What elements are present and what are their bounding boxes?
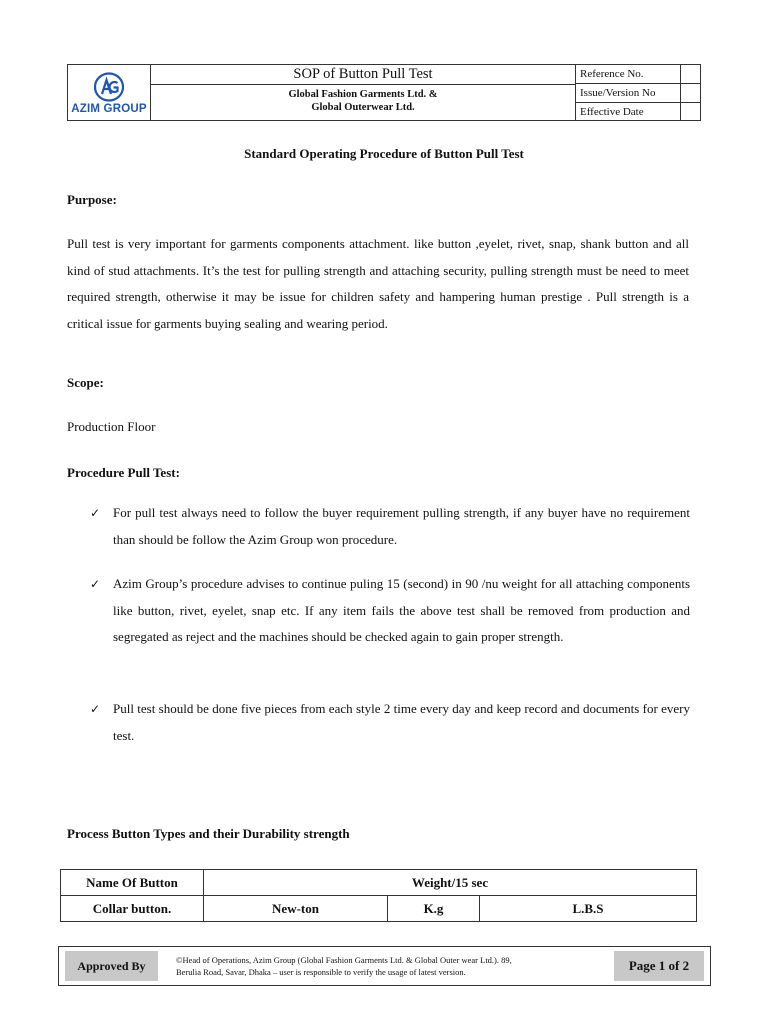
version-value — [681, 84, 700, 102]
company-logo — [68, 65, 151, 120]
table-row — [61, 896, 697, 922]
table-header-cell: Name Of Button — [61, 870, 204, 896]
document-title: Standard Operating Procedure of Button Pull Test — [244, 146, 524, 161]
version-label: Issue/Version No — [576, 84, 681, 102]
approved-by-label: Approved By — [65, 951, 158, 981]
procedure-item — [90, 500, 690, 553]
checkmark-icon: ✓ — [90, 577, 101, 591]
document-footer — [58, 946, 711, 986]
table-cell: L.B.S — [480, 896, 697, 922]
checkmark-icon: ✓ — [90, 702, 101, 716]
header-title-block — [151, 65, 576, 120]
effective-date-label: Effective Date — [576, 103, 681, 121]
scope-heading: Scope: — [67, 375, 104, 390]
logo-text: AZIM GROUP — [71, 103, 147, 115]
reference-row — [576, 65, 700, 84]
procedure-item-text: Pull test should be done five pieces from each style 2 time every day and keep record and documents for every test. — [113, 701, 690, 743]
page-number: Page 1 of 2 — [614, 951, 704, 981]
table-header-cell: Weight/15 sec — [204, 870, 697, 896]
procedure-item-text: For pull test always need to follow the buyer requirement pulling strength, if any buyer have no requirement than should be follow the Azim Group won procedure. — [113, 505, 690, 547]
effective-date-value — [681, 103, 700, 121]
footer-note-line-2: Berulia Road, Savar, Dhaka – user is responsible to verify the usage of latest version. — [176, 967, 466, 977]
footer-note — [158, 954, 614, 978]
azim-group-logo-icon — [93, 72, 125, 102]
procedure-item — [90, 571, 690, 651]
document-control-fields — [576, 65, 700, 120]
reference-label: Reference No. — [576, 65, 681, 83]
document-header — [67, 64, 701, 121]
effective-date-row — [576, 103, 700, 121]
scope-text: Production Floor — [67, 419, 156, 434]
purpose-paragraph: Pull test is very important for garments components attachment. like button ,eyelet, rivet, snap, shank button and all kind of stud attachments. It’s the test for pulling strength and attaching security, pulling strength must be need to meet required strength, otherwise it may be issue for children safety and hampering human prestige . Pull strength is a critical issue for garments buying sealing and wearing period. — [67, 236, 689, 331]
durability-table — [60, 869, 697, 922]
table-cell: K.g — [388, 896, 480, 922]
procedure-heading: Procedure Pull Test: — [67, 465, 180, 480]
table-header-row — [61, 870, 697, 896]
company-names — [151, 85, 575, 120]
process-heading: Process Button Types and their Durability strength — [67, 826, 350, 841]
footer-note-line-1: ©Head of Operations, Azim Group (Global Fashion Garments Ltd. & Global Outer wear Ltd.). 89, — [176, 955, 512, 965]
version-row — [576, 84, 700, 103]
table-cell: New-ton — [204, 896, 388, 922]
company-line-1: Global Fashion Garments Ltd. & — [288, 89, 438, 100]
reference-value — [681, 65, 700, 83]
procedure-item-text: Azim Group’s procedure advises to continue puling 15 (second) in 90 /nu weight for all attaching components like button, rivet, eyelet, snap etc. If any item fails the above test shall be removed from production and segregated as reject and the machines should be checked again to gain proper strength. — [113, 576, 690, 644]
purpose-heading: Purpose: — [67, 192, 117, 207]
procedure-item — [90, 696, 690, 749]
checkmark-icon: ✓ — [90, 506, 101, 520]
company-line-2: Global Outerwear Ltd. — [311, 102, 415, 113]
sop-title: SOP of Button Pull Test — [151, 65, 575, 85]
table-cell: Collar button. — [61, 896, 204, 922]
